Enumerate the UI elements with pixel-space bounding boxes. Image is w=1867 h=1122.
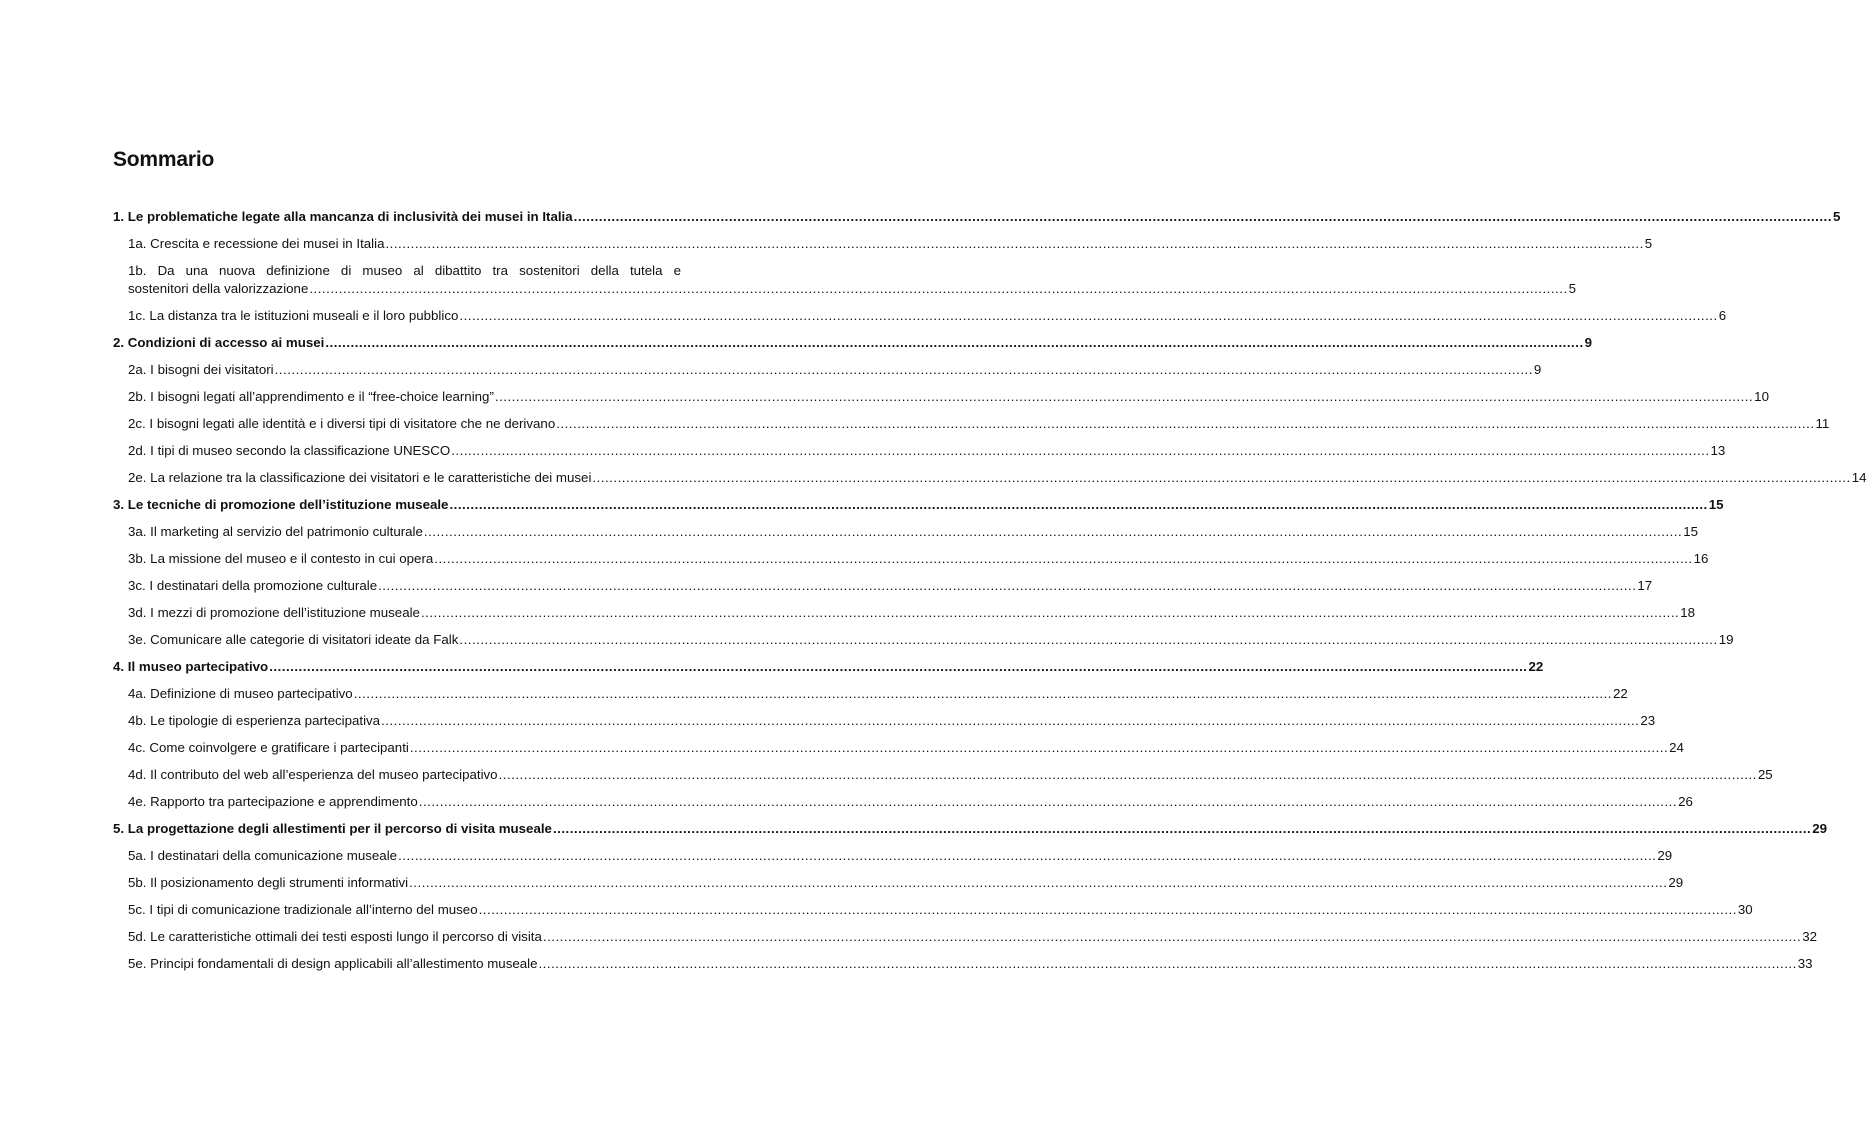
toc-section-entry[interactable]	[113, 523, 1698, 541]
toc-section-entry[interactable]	[113, 631, 1734, 649]
toc-section-entry[interactable]	[113, 235, 1653, 253]
toc-entry-label: 3d. I mezzi di promozione dell’istituzione museale	[128, 605, 420, 620]
toc-section-entry[interactable]	[113, 847, 1673, 865]
toc-page-number: 26	[1678, 794, 1693, 809]
toc-page-number: 15	[1683, 524, 1698, 539]
toc-dot-leader: ............................................................................................................................................................................................................................................................................................................	[409, 740, 1669, 755]
toc-page-number: 5	[1832, 209, 1841, 224]
toc-page-number: 25	[1757, 767, 1773, 782]
toc-page-number: 30	[1737, 902, 1753, 917]
toc-page-number: 32	[1802, 929, 1817, 944]
toc-entry-label: 4b. Le tipologie di esperienza partecipativa	[128, 713, 381, 728]
toc-page-number: 22	[1528, 659, 1544, 674]
toc-section-entry[interactable]	[113, 388, 1769, 406]
toc-entry-label: 1. Le problematiche legate alla mancanza di inclusività dei musei in Italia	[113, 209, 573, 224]
toc-section-entry[interactable]	[113, 604, 1696, 622]
toc-chapter-entry[interactable]	[113, 658, 1544, 676]
toc-dot-leader: ............................................................................................................................................................................................................................................................................................................	[409, 875, 1668, 890]
toc-entry-label: 3a. Il marketing al servizio del patrimonio culturale	[128, 524, 423, 539]
toc-entry-label: 2c. I bisogni legati alle identità e i diversi tipi di visitatore che ne derivano	[128, 416, 556, 431]
toc-dot-leader: ............................................................................................................................................................................................................................................................................................................	[353, 686, 1612, 701]
toc-section-entry[interactable]	[113, 361, 1542, 379]
toc-chapter-entry[interactable]	[113, 820, 1828, 838]
toc-section-entry[interactable]	[113, 442, 1726, 460]
toc-section-entry[interactable]	[113, 415, 1830, 433]
toc-entry-label: sostenitori della valorizzazione	[128, 281, 309, 296]
toc-section-entry[interactable]	[113, 739, 1684, 757]
toc-entry-label: 1c. La distanza tra le istituzioni museali e il loro pubblico	[128, 308, 459, 323]
toc-entry-label: 2b. I bisogni legati all’apprendimento e il “free-choice learning”	[128, 389, 494, 404]
toc-page-number: 29	[1812, 821, 1828, 836]
toc-dot-leader: ............................................................................................................................................................................................................................................................................................................	[552, 821, 1812, 836]
toc-dot-leader: ............................................................................................................................................................................................................................................................................................................	[592, 470, 1851, 485]
toc-page-number: 9	[1533, 362, 1542, 377]
toc-dot-leader: ............................................................................................................................................................................................................................................................................................................	[385, 236, 1644, 251]
toc-entry-label: 5d. Le caratteristiche ottimali dei testi esposti lungo il percorso di visita	[128, 929, 542, 944]
toc-page-number: 10	[1754, 389, 1769, 404]
toc-section-entry[interactable]	[113, 307, 1727, 325]
toc-dot-leader: ............................................................................................................................................................................................................................................................................................................	[418, 794, 1678, 809]
toc-page-number: 11	[1815, 416, 1830, 431]
toc-page-number: 6	[1718, 308, 1727, 323]
toc-dot-leader: ............................................................................................................................................................................................................................................................................................................	[542, 929, 1802, 944]
toc-dot-leader: ............................................................................................................................................................................................................................................................................................................	[378, 578, 1637, 593]
toc-section-entry[interactable]	[113, 901, 1753, 919]
toc-entry-label-line1: 1b. Da una nuova definizione di museo al dibattito tra sostenitori della tutela e	[128, 263, 681, 278]
toc-page-number: 9	[1584, 335, 1593, 350]
toc-page-number: 5	[1568, 281, 1577, 296]
toc-page-number: 33	[1797, 956, 1813, 971]
toc-entry-label: 4e. Rapporto tra partecipazione e apprendimento	[128, 794, 418, 809]
toc-page-number: 24	[1669, 740, 1684, 755]
toc-section-entry[interactable]	[113, 874, 1684, 892]
toc-chapter-entry[interactable]	[113, 208, 1841, 226]
toc-section-entry[interactable]	[113, 685, 1628, 703]
toc-dot-leader: ............................................................................................................................................................................................................................................................................................................	[269, 659, 1528, 674]
toc-dot-leader: ............................................................................................................................................................................................................................................................................................................	[398, 848, 1657, 863]
toc-dot-leader: ............................................................................................................................................................................................................................................................................................................	[538, 956, 1797, 971]
toc-section-entry[interactable]	[113, 262, 1577, 298]
toc-page-number: 14	[1851, 470, 1867, 485]
toc-dot-leader: ............................................................................................................................................................................................................................................................................................................	[459, 308, 1718, 323]
toc-section-entry[interactable]	[113, 550, 1709, 568]
toc-section-entry[interactable]	[113, 793, 1693, 811]
toc-section-entry[interactable]	[113, 469, 1867, 487]
toc-chapter-entry[interactable]	[113, 496, 1724, 514]
toc-dot-leader: ............................................................................................................................................................................................................................................................................................................	[434, 551, 1693, 566]
toc-dot-leader: ............................................................................................................................................................................................................................................................................................................	[420, 605, 1680, 620]
toc-page-number: 29	[1668, 875, 1684, 890]
toc-dot-leader: ............................................................................................................................................................................................................................................................................................................	[309, 281, 1568, 296]
toc-page-number: 5	[1644, 236, 1653, 251]
toc-entry-label: 5c. I tipi di comunicazione tradizionale all’interno del museo	[128, 902, 478, 917]
toc-section-entry[interactable]	[113, 712, 1656, 730]
toc-entry-label: 2d. I tipi di museo secondo la classificazione UNESCO	[128, 443, 451, 458]
toc-entry-label: 5. La progettazione degli allestimenti per il percorso di visita museale	[113, 821, 552, 836]
toc-page-number: 29	[1657, 848, 1673, 863]
toc-section-entry[interactable]	[113, 766, 1773, 784]
toc-page-number: 22	[1613, 686, 1628, 701]
toc-page-number: 15	[1708, 497, 1724, 512]
toc-page-number: 16	[1693, 551, 1709, 566]
toc-dot-leader: ............................................................................................................................................................................................................................................................................................................	[459, 632, 1718, 647]
toc-dot-leader: ............................................................................................................................................................................................................................................................................................................	[573, 209, 1832, 224]
toc-entry-label: 3c. I destinatari della promozione culturale	[128, 578, 378, 593]
table-of-contents	[113, 208, 1867, 982]
toc-dot-leader: ............................................................................................................................................................................................................................................................................................................	[381, 713, 1640, 728]
toc-entry-label: 2a. I bisogni dei visitatori	[128, 362, 274, 377]
toc-dot-leader: ............................................................................................................................................................................................................................................................................................................	[478, 902, 1737, 917]
page-title: Sommario	[113, 148, 215, 171]
toc-entry-line2	[128, 280, 1577, 298]
toc-dot-leader: ............................................................................................................................................................................................................................................................................................................	[498, 767, 1757, 782]
toc-page-number: 23	[1640, 713, 1656, 728]
toc-dot-leader: ............................................................................................................................................................................................................................................................................................................	[325, 335, 1584, 350]
toc-entry-label: 4a. Definizione di museo partecipativo	[128, 686, 353, 701]
toc-entry-label: 5a. I destinatari della comunicazione museale	[128, 848, 398, 863]
toc-dot-leader: ............................................................................................................................................................................................................................................................................................................	[556, 416, 1815, 431]
toc-entry-label: 4. Il museo partecipativo	[113, 659, 269, 674]
toc-dot-leader: ............................................................................................................................................................................................................................................................................................................	[451, 443, 1710, 458]
toc-entry-label: 2. Condizioni di accesso ai musei	[113, 335, 325, 350]
toc-entry-label: 3b. La missione del museo e il contesto in cui opera	[128, 551, 434, 566]
toc-chapter-entry[interactable]	[113, 334, 1593, 352]
toc-entry-label: 2e. La relazione tra la classificazione dei visitatori e le caratteristiche dei musei	[128, 470, 592, 485]
toc-dot-leader: ............................................................................................................................................................................................................................................................................................................	[449, 497, 1708, 512]
toc-page-number: 17	[1637, 578, 1653, 593]
toc-section-entry[interactable]	[113, 577, 1653, 595]
toc-entry-label: 5b. Il posizionamento degli strumenti informativi	[128, 875, 409, 890]
toc-dot-leader: ............................................................................................................................................................................................................................................................................................................	[494, 389, 1754, 404]
toc-section-entry[interactable]	[113, 955, 1813, 973]
toc-entry-label: 1a. Crescita e recessione dei musei in Italia	[128, 236, 385, 251]
toc-entry-label: 5e. Principi fondamentali di design applicabili all’allestimento museale	[128, 956, 538, 971]
toc-entry-label: 3. Le tecniche di promozione dell’istituzione museale	[113, 497, 449, 512]
toc-dot-leader: ............................................................................................................................................................................................................................................................................................................	[423, 524, 1683, 539]
toc-page-number: 18	[1680, 605, 1696, 620]
toc-entry-label: 3e. Comunicare alle categorie di visitatori ideate da Falk	[128, 632, 459, 647]
toc-page-number: 13	[1710, 443, 1726, 458]
toc-entry-label: 4d. Il contributo del web all’esperienza del museo partecipativo	[128, 767, 498, 782]
toc-page-number: 19	[1718, 632, 1734, 647]
toc-dot-leader: ............................................................................................................................................................................................................................................................................................................	[274, 362, 1533, 377]
toc-section-entry[interactable]	[113, 928, 1817, 946]
toc-entry-label: 4c. Come coinvolgere e gratificare i partecipanti	[128, 740, 409, 755]
